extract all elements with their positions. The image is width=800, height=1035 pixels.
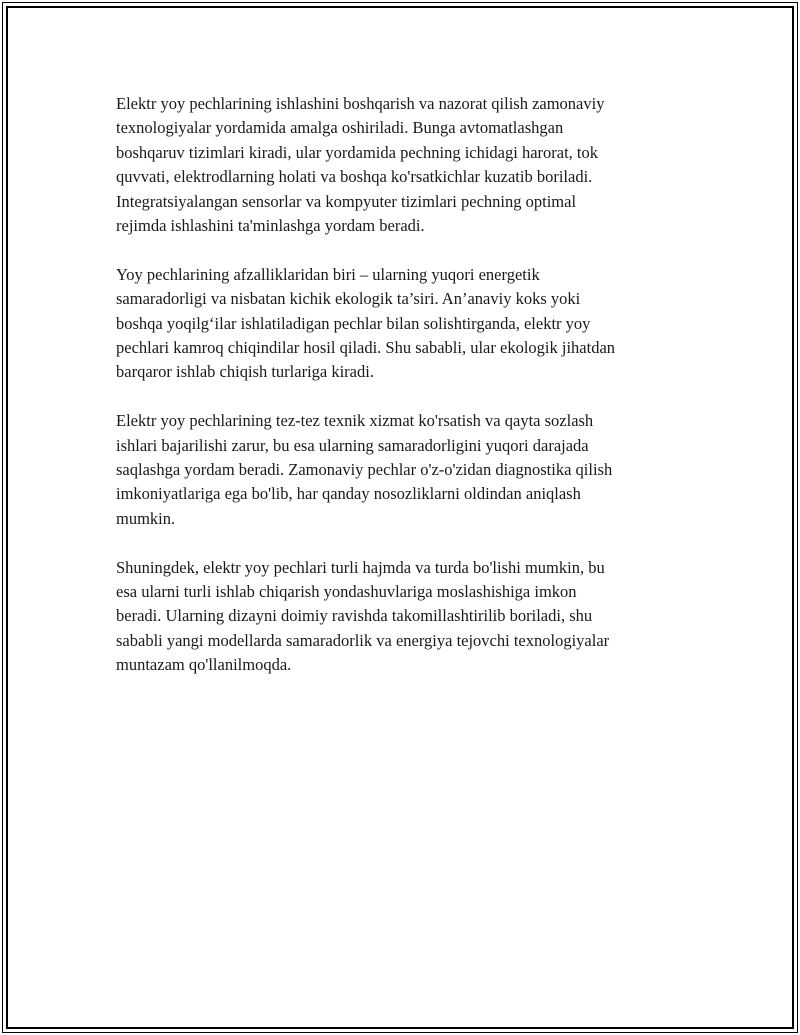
text-line: beradi. Ularning dizayni doimiy ravishda takomillashtirilib boriladi, shu xyxy=(116,606,593,626)
text-line: samaradorligi va nisbatan kichik ekologik ta’siri. An’anaviy koks yoki xyxy=(116,289,581,309)
document-body xyxy=(116,92,696,702)
text-line: muntazam qo'llanilmoqda. xyxy=(116,655,292,675)
text-line: saqlashga yordam beradi. Zamonaviy pechlar o'z-o'zidan diagnostika qilish xyxy=(116,460,613,480)
text-line: esa ularni turli ishlab chiqarish yondashuvlariga moslashishiga imkon xyxy=(116,582,577,602)
paragraph-2 xyxy=(116,263,696,385)
text-line: Elektr yoy pechlarining tez-tez texnik xizmat ko'rsatish va qayta sozlash xyxy=(116,411,594,431)
text-line: Yoy pechlarining afzalliklaridan biri – ularning yuqori energetik xyxy=(116,264,540,284)
paragraph-1 xyxy=(116,92,696,238)
text-line: Shuningdek, elektr yoy pechlari turli hajmda va turda bo'lishi mumkin, bu xyxy=(116,557,605,577)
text-line: texnologiyalar yordamida amalga oshiriladi. Bunga avtomatlashgan xyxy=(116,118,564,138)
text-line: mumkin. xyxy=(116,508,176,528)
text-line: Elektr yoy pechlarining ishlashini boshqarish va nazorat qilish zamonaviy xyxy=(116,94,605,113)
text-line: barqaror ishlab chiqish turlariga kiradi. xyxy=(116,362,374,382)
text-line: imkoniyatlariga ega bo'lib, har qanday nosozliklarni oldindan aniqlash xyxy=(116,484,581,504)
text-line: ishlari bajarilishi zarur, bu esa ularning samaradorligini yuqori darajada xyxy=(116,435,589,455)
paragraph-4 xyxy=(116,556,696,678)
text-line: quvvati, elektrodlarning holati va boshqa ko'rsatkichlar kuzatib boriladi. xyxy=(116,167,593,187)
text-line: boshqa yoqilg‘ilar ishlatiladigan pechlar bilan solishtirganda, elektr yoy xyxy=(116,313,591,333)
document-page xyxy=(2,2,798,1033)
text-line: rejimda ishlashini ta'minlashga yordam beradi. xyxy=(116,216,425,236)
text-line: Integratsiyalangan sensorlar va kompyuter tizimlari pechning optimal xyxy=(116,191,577,211)
text-line: boshqaruv tizimlari kiradi, ular yordamida pechning ichidagi harorat, tok xyxy=(116,142,599,162)
text-line: sababli yangi modellarda samaradorlik va energiya tejovchi texnologiyalar xyxy=(116,630,610,650)
paragraph-3 xyxy=(116,409,696,531)
text-line: pechlari kamroq chiqindilar hosil qiladi. Shu sababli, ular ekologik jihatdan xyxy=(116,338,616,358)
